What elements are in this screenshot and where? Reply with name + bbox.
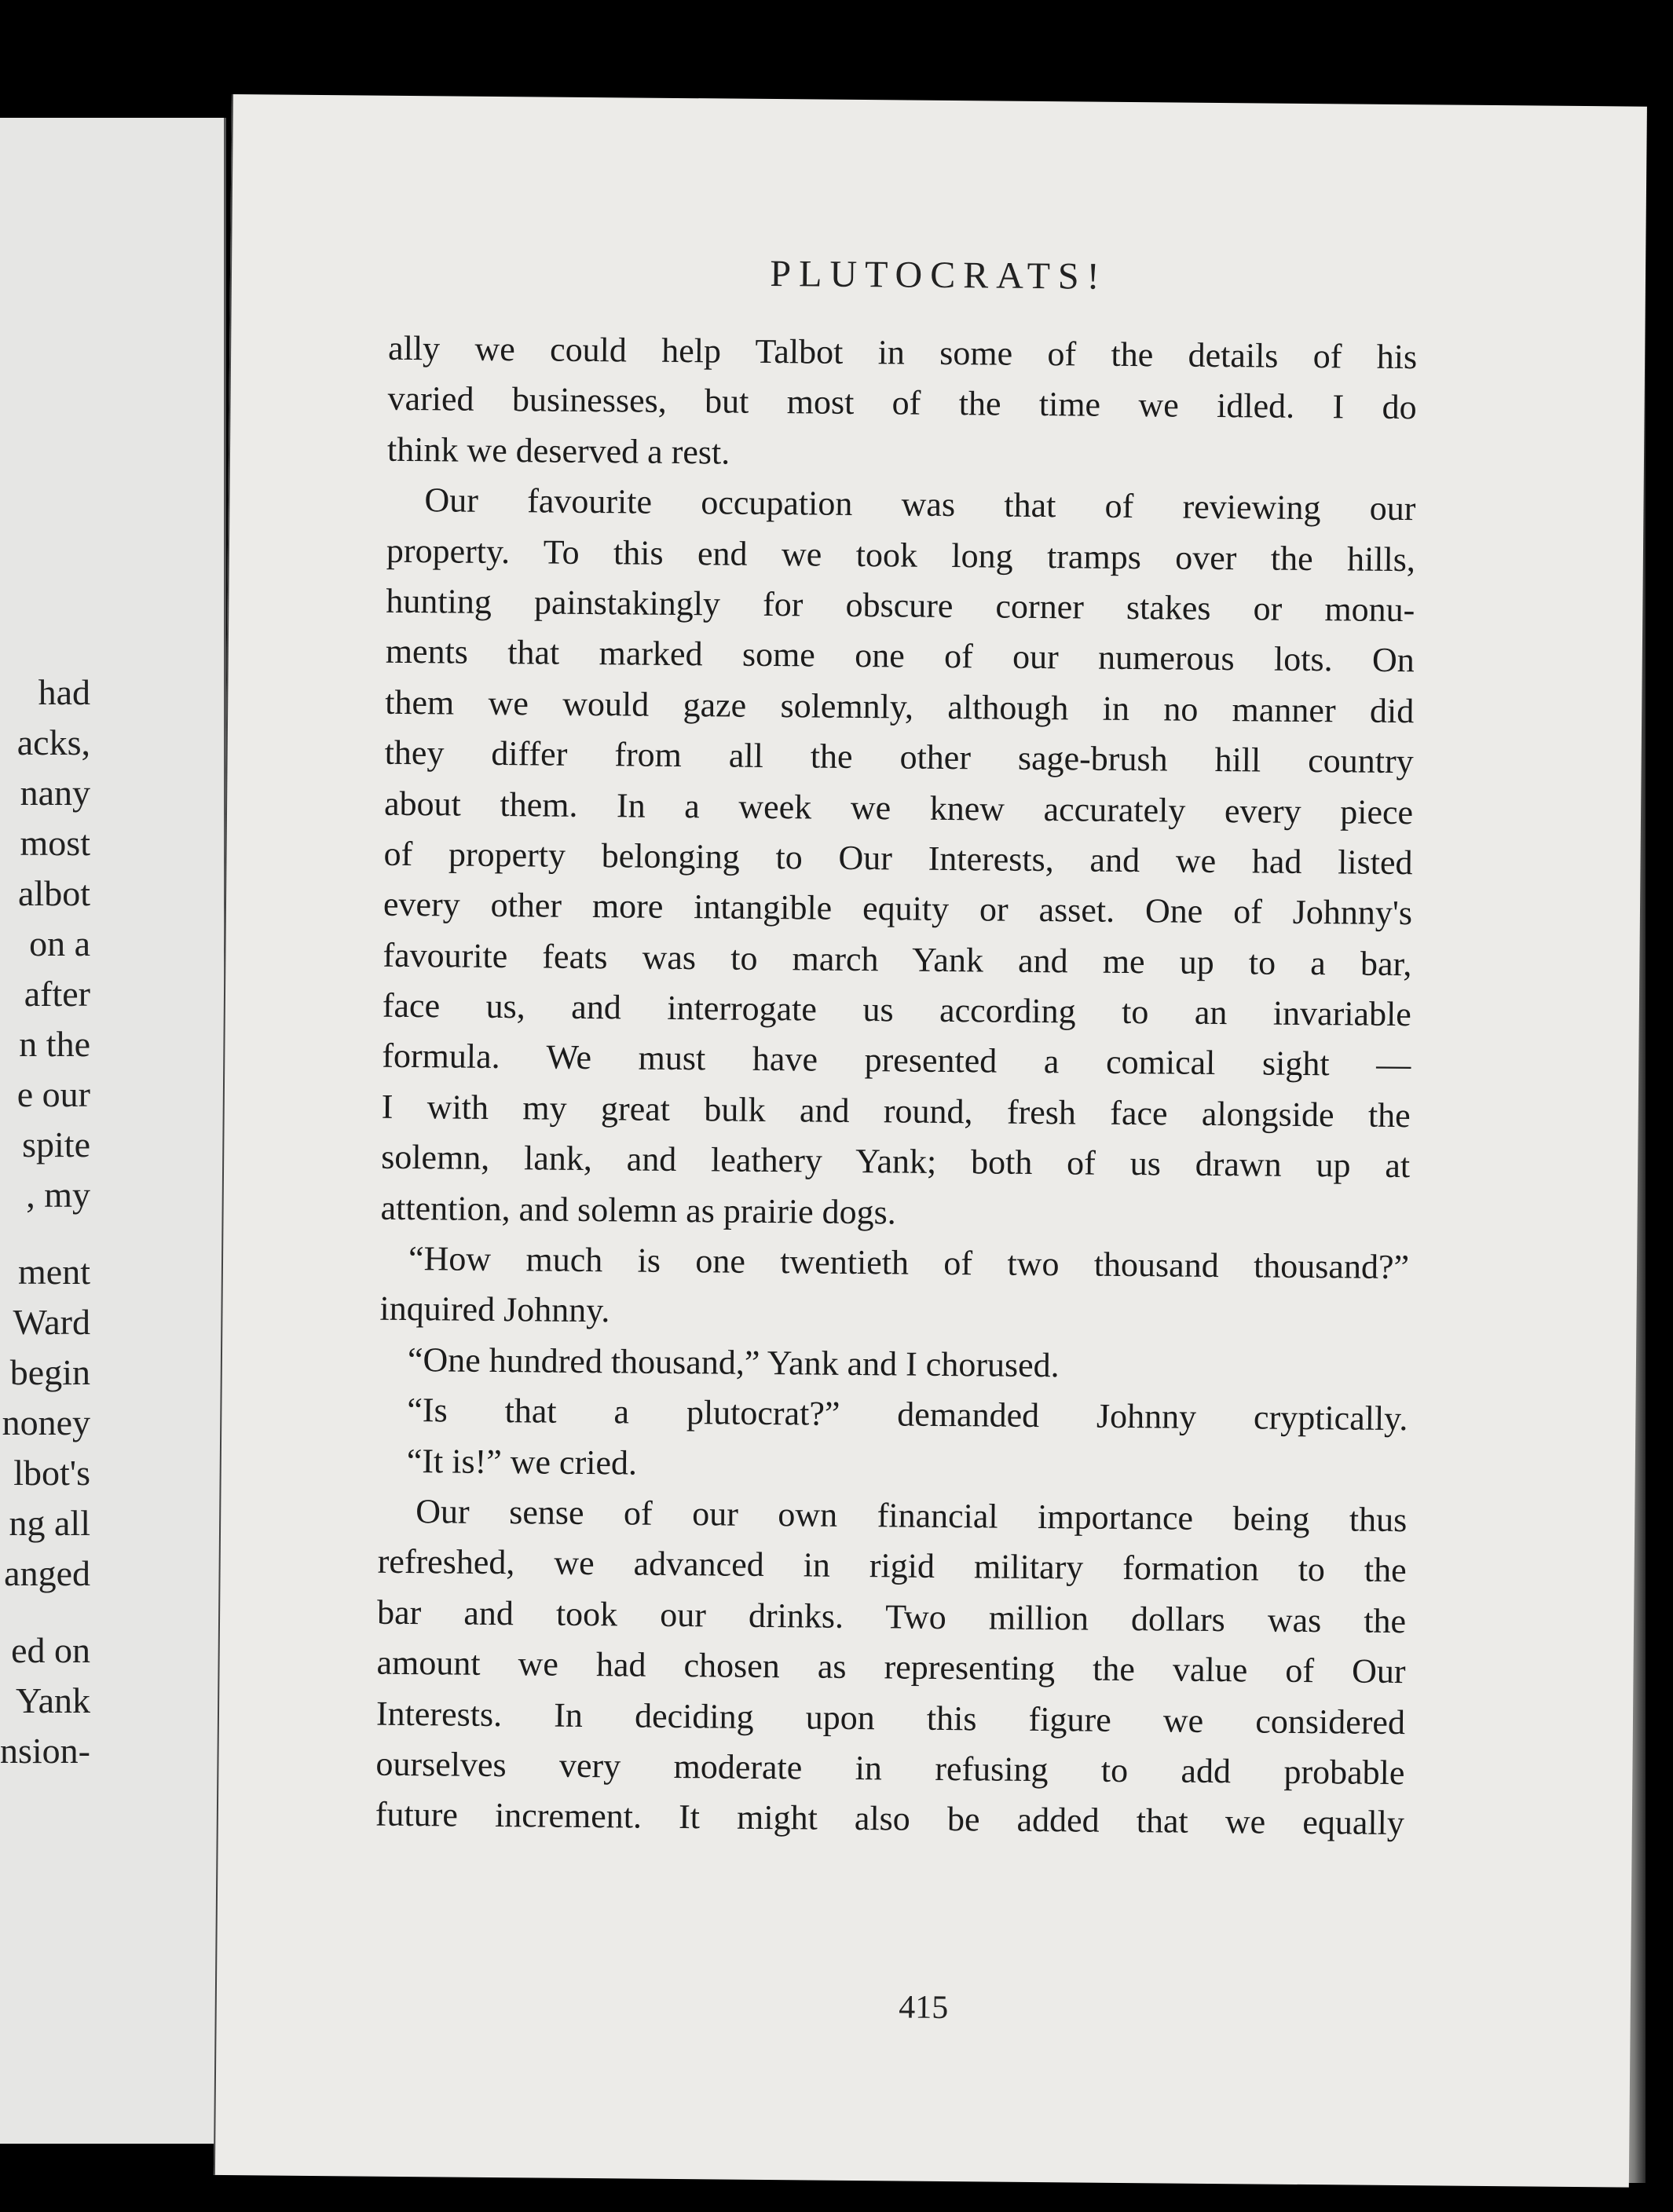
left-line: ng all <box>9 1503 90 1543</box>
text-line: “How much is one twentieth of two thousand thousand?” <box>408 1239 1410 1287</box>
left-line-gap <box>0 1599 90 1625</box>
text-line: they differ from all the other sage-brush hill country <box>384 733 1414 781</box>
text-line: attention, and solemn as prairie dogs. <box>380 1188 897 1232</box>
text-line: “Is that a plutocrat?” demanded Johnny cryptically. <box>407 1391 1408 1439</box>
left-line: noney <box>2 1402 90 1442</box>
text-line: inquired Johnny. <box>379 1289 610 1330</box>
page-number: 415 <box>899 1989 949 2027</box>
text-line: ourselves very moderate in refusing to add probable <box>375 1744 1405 1793</box>
left-line: after <box>24 974 90 1014</box>
text-line: refreshed, we advanced in rigid military formation to the <box>377 1542 1407 1590</box>
left-line-gap <box>0 1220 90 1247</box>
body-text <box>375 324 1418 1849</box>
text-line: bar and took our drinks. Two million dollars was the <box>376 1592 1407 1640</box>
left-line: acks, <box>16 722 90 762</box>
left-line: begin <box>9 1352 90 1392</box>
text-line: of property belonging to Our Interests, and we had listed <box>383 834 1413 883</box>
text-line: Interests. In deciding upon this figure we considered <box>375 1694 1406 1742</box>
left-line: , my <box>26 1175 90 1215</box>
text-line: ments that marked some one of our numerous lots. On <box>385 632 1415 680</box>
left-line: n the <box>19 1024 90 1064</box>
text-line: I with my great bulk and round, fresh face alongside the <box>381 1087 1411 1135</box>
left-line: nany <box>20 773 90 813</box>
left-line: had <box>38 672 90 712</box>
left-line: ed on <box>11 1630 90 1670</box>
text-line: Our favourite occupation was that of reviewing our <box>424 481 1416 528</box>
left-line: spite <box>22 1124 90 1164</box>
text-line: hunting painstakingly for obscure corner stakes or monu- <box>386 581 1415 630</box>
running-head: PLUTOCRATS! <box>770 252 1107 298</box>
left-line: albot <box>18 873 90 913</box>
text-line: amount we had chosen as representing the value of Our <box>376 1643 1406 1691</box>
right-page <box>214 94 1647 2188</box>
text-line: about them. In a week we knew accurately every piece <box>383 784 1414 832</box>
text-line: favourite feats was to march Yank and me up to a bar, <box>383 935 1412 983</box>
text-line: formula. We must have presented a comical sight — <box>382 1037 1411 1084</box>
left-line: Ward <box>13 1302 90 1342</box>
left-line: anged <box>4 1553 90 1593</box>
text-line: “One hundred thousand,” Yank and I chorused. <box>407 1340 1060 1385</box>
left-line: Yank <box>15 1680 90 1720</box>
left-page-text <box>0 667 90 1776</box>
left-line: on a <box>29 923 90 963</box>
text-line: them we would gaze solemnly, although in no manner did <box>385 682 1415 730</box>
text-line: Our sense of our own financial importance being thus <box>416 1492 1408 1540</box>
text-line: varied businesses, but most of the time we idled. I do <box>387 379 1417 427</box>
text-line: ally we could help Talbot in some of the details of his <box>387 328 1418 377</box>
left-line: nsion- <box>0 1731 90 1771</box>
text-line: “It is!” we cried. <box>406 1441 638 1483</box>
text-line: every other more intangible equity or asset. One of Johnny's <box>383 885 1413 933</box>
left-line: most <box>20 823 90 863</box>
left-line: ment <box>18 1252 90 1292</box>
text-line: future increment. It might also be added that we equally <box>375 1795 1405 1843</box>
left-line: lbot's <box>13 1453 90 1493</box>
left-page <box>0 118 226 2144</box>
text-line: face us, and interrogate us according to an invariable <box>382 985 1412 1034</box>
left-line: e our <box>16 1074 90 1114</box>
text-line: solemn, lank, and leathery Yank; both of us drawn up at <box>380 1137 1411 1186</box>
text-line: property. To this end we took long tramps over the hills, <box>386 531 1416 579</box>
text-line: think we deserved a rest. <box>386 430 730 472</box>
